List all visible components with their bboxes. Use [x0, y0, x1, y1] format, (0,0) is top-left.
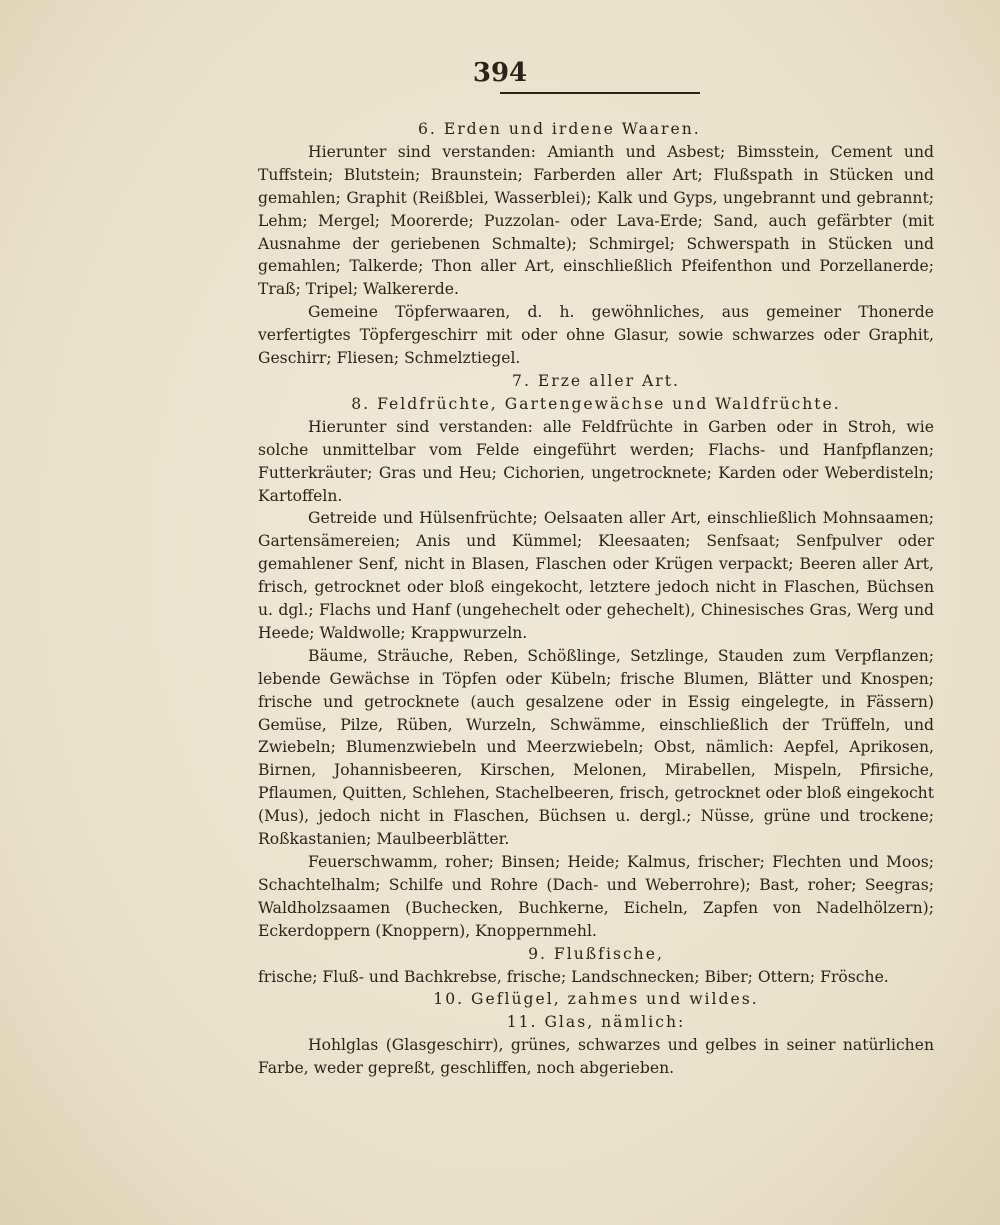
paragraph: frische; Fluß- und Bachkrebse, frische; Landschnecken; Biber; Ottern; Frösche. [258, 967, 889, 986]
header-rule [500, 92, 700, 94]
section-heading-6: 6. Erden und irdene Waaren. [418, 120, 701, 138]
text-body [258, 118, 934, 1080]
section-heading-7: 7. Erze aller Art. [512, 371, 680, 390]
paragraph: Hierunter sind verstanden: alle Feldfrüchte in Garben oder in Stroh, wie solche unmittelbar vom Felde eingeführt werden; Flachs- und Hanfpflanzen; Futterkräuter; Gras und Heu; Cichorien, ungetrocknete; Karden oder Weberdisteln; Kartoffeln. [258, 417, 934, 505]
section-heading-11: 11. Glas, nämlich: [506, 1013, 686, 1032]
paragraph: Hierunter sind verstanden: Amianth und Asbest; Bimsstein, Cement und Tuffstein; Blutstein; Braunstein; Farberden aller Art; Flußspath in Stücken und gemahlen; Graphit (Reißblei, Wasserblei); Kalk und Gyps, ungebrannt und gebrannt; Lehm; Mergel; Moorerde; Puzzolan- oder Lava-Erde; Sand, auch gefärbter (mit Ausnahme der geriebenen Schmalte); Schmirgel; Schwerspath in Stücken und gemahlen; Talkerde; Thon aller Art, einschließlich Pfeifenthon und Porzellanerde; Traß; Tripel; Walkererde. [258, 142, 934, 299]
paragraph: Hohlglas (Glasgeschirr), grünes, schwarzes und gelbes in seiner natürlichen Farbe, weder gepreßt, geschliffen, noch abgerieben. [258, 1036, 934, 1078]
paragraph: Getreide und Hülsenfrüchte; Oelsaaten aller Art, einschließlich Mohnsaamen; Gartensämereien; Anis und Kümmel; Kleesaaten; Senfsaat; Senfpulver oder gemahlener Senf, nicht in Blasen, Flaschen oder Krügen verpackt; Beeren aller Art, frisch, getrocknet oder bloß eingekocht, letztere jedoch nicht in Flaschen, Büchsen u. dgl.; Flachs und Hanf (ungehechelt oder gehechelt), Chinesisches Gras, Werg und Heede; Waldwolle; Krappwurzeln. [258, 509, 934, 642]
section-heading-9: 9. Flußfische, [528, 944, 664, 963]
paragraph: Feuerschwamm, roher; Binsen; Heide; Kalmus, frischer; Flechten und Moos; Schachtelhalm; Schilfe und Rohre (Dach- und Weberrohre); Bast, roher; Seegras; Waldholzsaamen (Buchecken, Buchkerne, Eicheln, Zapfen von Nadelhölzern); Eckerdoppern (Knoppern), Knoppernmehl. [258, 853, 934, 940]
section-heading-8: 8. Feldfrüchte, Gartengewächse und Waldfrüchte. [351, 394, 841, 413]
page-number: 394 [472, 58, 528, 88]
paragraph: Bäume, Sträuche, Reben, Schößlinge, Setzlinge, Stauden zum Verpflanzen; lebende Gewächse in Töpfen oder Kübeln; frische Blumen, Blätter und Knospen; frische und getrocknete (auch gesalzene oder in Essig eingelegte, in Fässern) Gemüse, Pilze, Rüben, Wurzeln, Schwämme, einschließlich der Trüffeln, und Zwiebeln; Blumenzwiebeln und Meerzwiebeln; Obst, nämlich: Aepfel, Aprikosen, Birnen, Johannisbeeren, Kirschen, Melonen, Mirabellen, Mispeln, Pfirsiche, Pflaumen, Quitten, Schlehen, Stachelbeeren, frisch, getrocknet oder bloß eingekocht (Mus), jedoch nicht in Flaschen, Büchsen u. dergl.; Nüsse, grüne und trockene; Roßkastanien; Maulbeerblätter. [258, 646, 934, 849]
paragraph: Gemeine Töpferwaaren, d. h. gewöhnliches, aus gemeiner Thonerde verfertigtes Töpfergeschirr mit oder ohne Glasur, sowie schwarzes oder Graphit, Geschirr; Fliesen; Schmelztiegel. [258, 303, 934, 368]
section-heading-10: 10. Geflügel, zahmes und wildes. [433, 990, 759, 1009]
